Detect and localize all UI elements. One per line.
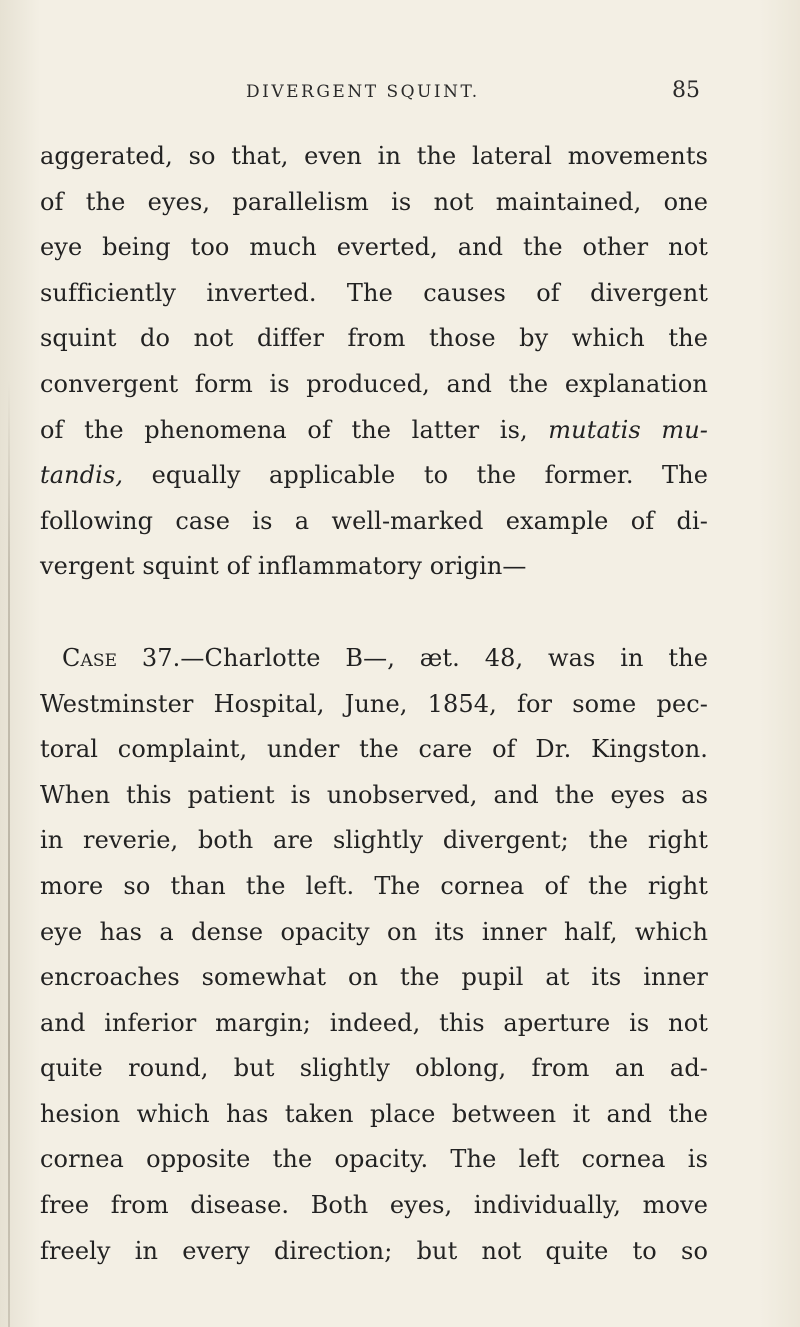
text-line: free from disease. Both eyes, individually, move bbox=[40, 1191, 708, 1220]
text-line: vergent squint of inflammatory origin— bbox=[40, 552, 527, 581]
text-segment: of the phenomena of the latter is, bbox=[40, 415, 528, 444]
text-line: of the eyes, parallelism is not maintained, one bbox=[40, 187, 708, 216]
italic-latin-phrase: tandis, bbox=[40, 461, 124, 490]
text-line bbox=[40, 408, 708, 454]
text-line: squint do not differ from those by which the bbox=[40, 324, 708, 353]
body-text bbox=[40, 134, 708, 1274]
text-line: quite round, but slightly oblong, from an ad- bbox=[40, 1054, 708, 1083]
text-line: sufficiently inverted. The causes of divergent bbox=[40, 278, 708, 307]
page-number: 85 bbox=[672, 78, 700, 103]
page-gutter-shadow bbox=[8, 380, 10, 1327]
text-line: encroaches somewhat on the pupil at its inner bbox=[40, 963, 708, 992]
text-line: toral complaint, under the care of Dr. Kingston. bbox=[40, 735, 708, 764]
text-line: eye being too much everted, and the other not bbox=[40, 233, 708, 262]
text-line bbox=[40, 636, 708, 682]
text-line: When this patient is unobserved, and the eyes as bbox=[40, 780, 708, 809]
text-line: cornea opposite the opacity. The left cornea is bbox=[40, 1145, 708, 1174]
running-head: DIVERGENT SQUINT. bbox=[246, 82, 480, 102]
paragraph-1 bbox=[40, 134, 708, 590]
text-line: aggerated, so that, even in the lateral movements bbox=[40, 142, 708, 170]
text-line bbox=[40, 453, 708, 499]
text-line: following case is a well-marked example of di- bbox=[40, 506, 708, 535]
text-line: convergent form is produced, and the explanation bbox=[40, 369, 708, 398]
text-line: in reverie, both are slightly divergent; the right bbox=[40, 826, 708, 855]
text-segment: —Charlotte B—, æt. 48, was in the bbox=[180, 643, 708, 672]
text-line: Westminster Hospital, June, 1854, for some pec- bbox=[40, 689, 708, 718]
italic-latin-phrase: mutatis mu- bbox=[548, 415, 708, 444]
text-segment: equally applicable to the former. The bbox=[151, 461, 708, 490]
text-line: and inferior margin; indeed, this aperture is not bbox=[40, 1008, 708, 1037]
paragraph-break bbox=[40, 590, 708, 636]
page-header bbox=[0, 76, 800, 116]
text-line: freely in every direction; but not quite to so bbox=[40, 1236, 708, 1265]
case-label: Case 37. bbox=[62, 643, 181, 672]
text-line: eye has a dense opacity on its inner half, which bbox=[40, 917, 708, 946]
paragraph-2 bbox=[40, 636, 708, 1274]
text-line: hesion which has taken place between it and the bbox=[40, 1099, 708, 1128]
text-line: more so than the left. The cornea of the right bbox=[40, 871, 708, 900]
